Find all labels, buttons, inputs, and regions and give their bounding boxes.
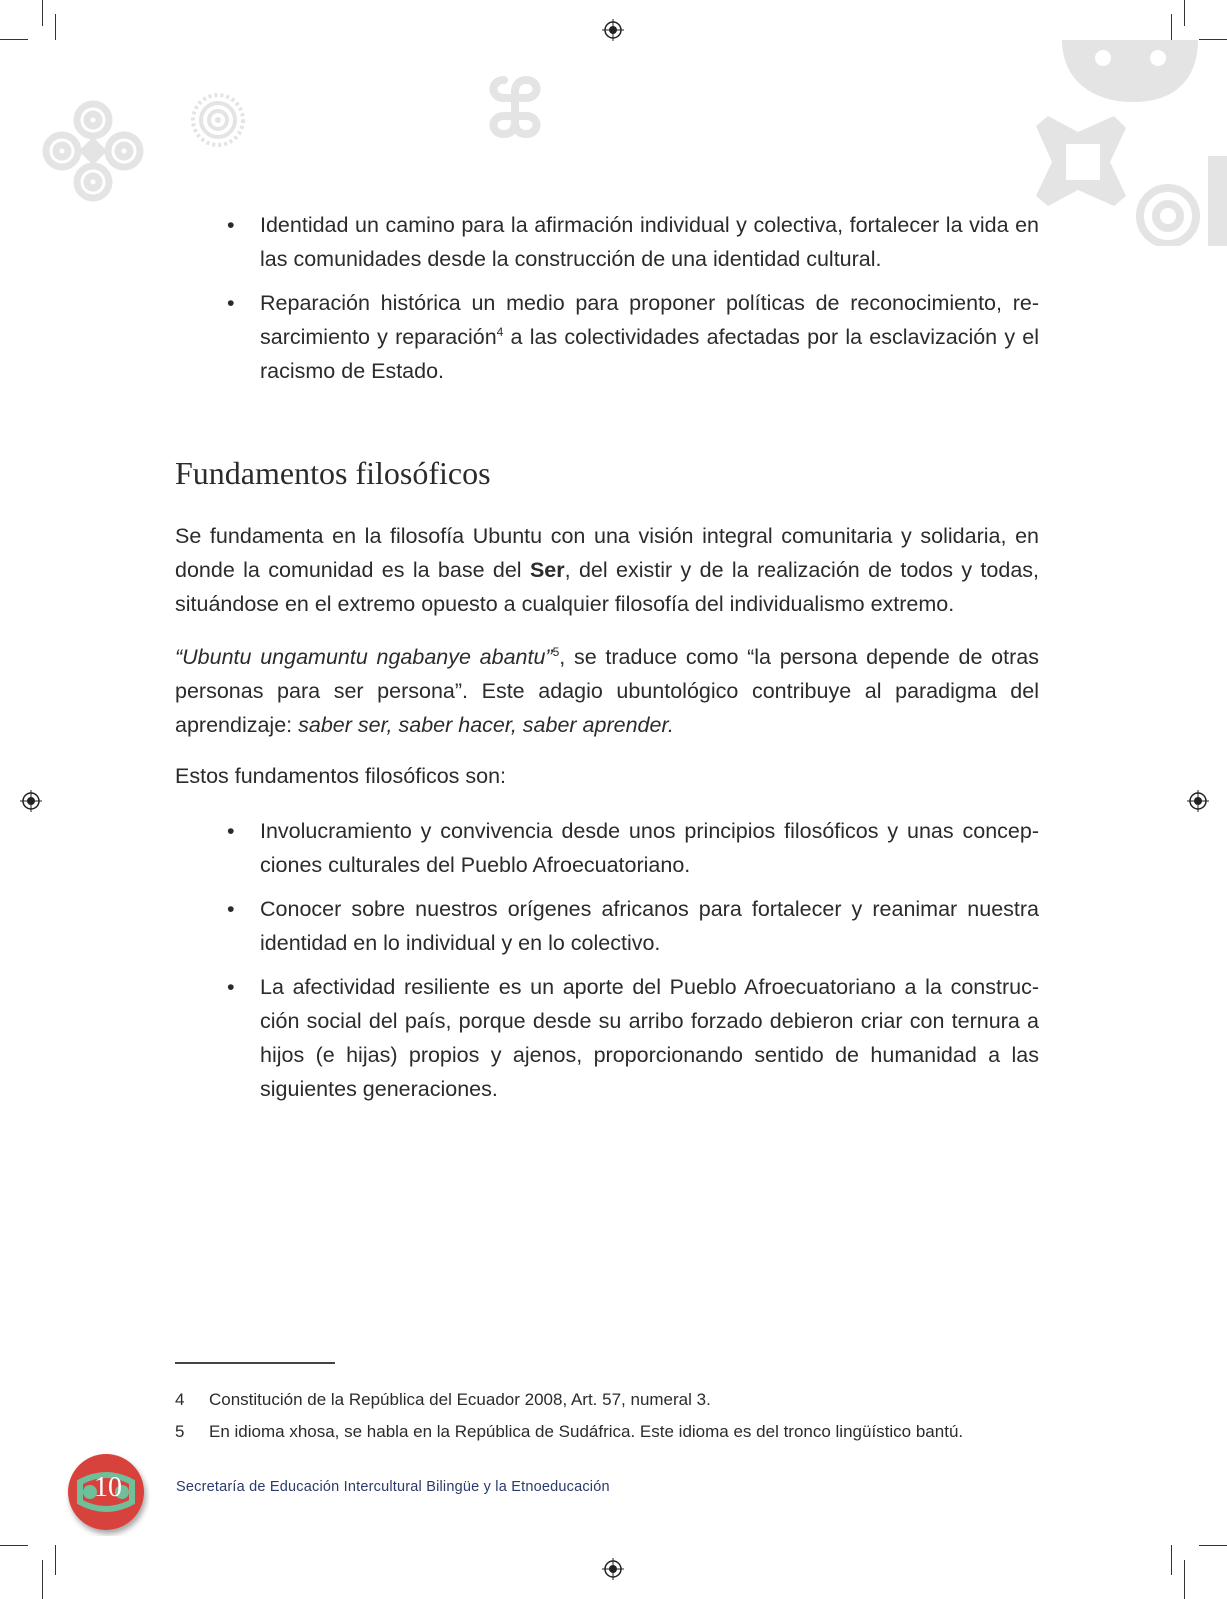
- adinkra-spiral-icon: [38, 96, 148, 206]
- registration-mark-icon: [1187, 790, 1209, 812]
- footnote: 4 Constitución de la República del Ecuador 2008, Art. 57, numeral 3.: [175, 1390, 711, 1409]
- footnote-ref: 5: [552, 644, 560, 659]
- page-number: 10: [94, 1472, 122, 1503]
- footer-title: Secretaría de Educación Intercultural Bilingüe y la Etnoeducación: [176, 1479, 610, 1495]
- list-item: • Conocer sobre nuestros orígenes africanos para fortalecer y reanimar nuestra identidad en lo individual y en lo colectivo.: [227, 897, 1039, 955]
- list-item: • La afectividad resiliente es un aporte del Pueblo Afroecuatoriano a la construc-ción social del país, porque desde su arribo forzado debieron criar con ternura a hijos (e hijas) propios y ajenos, proporcionando sentido de humanidad a las siguientes generaciones.: [227, 975, 1039, 1101]
- list-item: • Involucramiento y convivencia desde unos principios filosóficos y unas concep-ciones culturales del Pueblo Afroecuatoriano.: [227, 819, 1039, 877]
- footnotes: [175, 1388, 1055, 1444]
- footnote-divider: [175, 1362, 335, 1364]
- paragraph-2: “Ubuntu ungamuntu ngabanye abantu”$^5$, se traduce como “la persona depende de otras personas para ser persona”. Este adagio ubuntológico contribuye al paradigma del aprendizaje: saber ser, saber hacer, saber aprender.: [175, 644, 1039, 737]
- bullet-list-top: [227, 208, 1039, 388]
- list-item: • Reparación histórica un medio para proponer políticas de reconocimiento, re-sarcimiento y reparación$^4$ a las colectividades afectadas por la esclavización y el racismo de Estado.: [227, 291, 1040, 383]
- list-item: • Identidad un camino para la afirmación individual y colectiva, fortalecer la vida en las comunidades desde la construcción de una identidad cultural.: [227, 213, 1039, 271]
- bullet-list-bottom: [227, 814, 1039, 1106]
- footnote: 5 En idioma xhosa, se habla en la República de Sudáfrica. Este idioma es del tronco lingüístico bantú.: [175, 1422, 964, 1441]
- paragraph-3: Estos fundamentos filosóficos son:: [175, 764, 507, 788]
- adinkra-concentric-icon: [190, 92, 246, 148]
- adinkra-ornament-icon: [1028, 36, 1227, 246]
- footnote-ref: 4: [496, 324, 504, 339]
- section-heading: Fundamentos filosóficos: [175, 455, 491, 491]
- registration-mark-icon: [602, 1558, 624, 1580]
- registration-mark-icon: [20, 790, 42, 812]
- bold-term: Ser: [529, 558, 565, 582]
- paragraph-1: Se fundamenta en la filosofía Ubuntu con una visión integral comunitaria y solidaria, en donde la comunidad es la base del Ser, del existir y de la realización de todos y todas, situándose en el extremo opuesto a cualquier filosofía del individualismo extremo.: [175, 524, 1039, 616]
- registration-mark-icon: [602, 19, 624, 41]
- adinkra-knot-icon: [482, 72, 548, 142]
